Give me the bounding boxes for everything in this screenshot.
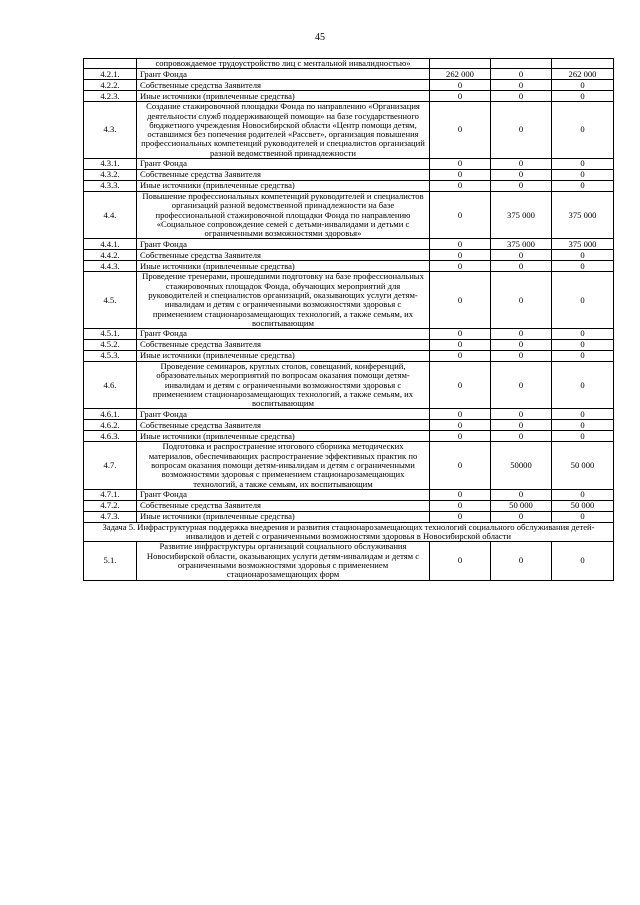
row-value-1: 0 bbox=[430, 80, 491, 91]
table-row bbox=[84, 511, 614, 522]
table-row bbox=[84, 489, 614, 500]
row-number: 4.4.1. bbox=[84, 239, 137, 250]
row-name: Иные источники (привлеченные средства) bbox=[137, 180, 430, 191]
row-number: 4.5. bbox=[84, 272, 137, 329]
budget-table bbox=[83, 58, 614, 581]
row-value-2: 0 bbox=[491, 180, 552, 191]
row-value-2: 0 bbox=[491, 91, 552, 102]
row-value-1: 0 bbox=[430, 420, 491, 431]
row-number: 4.3.1. bbox=[84, 158, 137, 169]
table-row bbox=[84, 431, 614, 442]
row-value-1: 0 bbox=[430, 169, 491, 180]
row-value-3: 0 bbox=[552, 261, 614, 272]
budget-table-body bbox=[84, 59, 614, 581]
row-name: Собственные средства Заявителя bbox=[137, 340, 430, 351]
row-value-1: 0 bbox=[430, 340, 491, 351]
row-name: Проведение семинаров, круглых столов, совещаний, конференций, образовательных мероприятий по вопросам оказания помощи детям-инвалидам и детям с ограниченными возможностями здоровья с применением стационарозамещающих технологий, а также семьям, их воспитывающим bbox=[137, 362, 430, 409]
row-name: Грант Фонда bbox=[137, 158, 430, 169]
row-name: Иные источники (привлеченные средства) bbox=[137, 431, 430, 442]
row-value-3: 0 bbox=[552, 489, 614, 500]
table-row bbox=[84, 191, 614, 238]
row-name: Грант Фонда bbox=[137, 69, 430, 80]
table-row bbox=[84, 542, 614, 580]
table-row bbox=[84, 91, 614, 102]
table-row bbox=[84, 250, 614, 261]
row-value-2: 0 bbox=[491, 351, 552, 362]
row-number bbox=[84, 59, 137, 69]
row-name: Подготовка и распространение итогового сборника методических материалов, обеспечивающих распространение эффективных практик по вопросам оказания помощи детям-инвалидам и детям с ограниченными возможностями здоровья с применением стационарозамещающих технологий, а также семьям, их воспитывающим bbox=[137, 442, 430, 489]
row-number: 4.4. bbox=[84, 191, 137, 238]
row-value-2: 0 bbox=[491, 431, 552, 442]
row-name: Повышение профессиональных компетенций руководителей и специалистов организаций разной ведомственной принадлежности на базе профессиональной стажировочной площадки Фонда по направлению «Социальное сопровождение семей с детьми-инвалидами и детьми с ограниченными возможностями здоровья» bbox=[137, 191, 430, 238]
table-row bbox=[84, 442, 614, 489]
row-value-1: 0 bbox=[430, 261, 491, 272]
row-value-2: 0 bbox=[491, 329, 552, 340]
row-value-1: 0 bbox=[430, 351, 491, 362]
row-number: 4.4.3. bbox=[84, 261, 137, 272]
row-value-2: 0 bbox=[491, 542, 552, 580]
task-heading: Задача 5. Инфраструктурная поддержка внедрения и развития стационарозамещающих технологий социального обслуживания детей-инвалидов и детей с ограниченными возможностями здоровья в Новосибирской области bbox=[84, 522, 614, 542]
row-value-3: 0 bbox=[552, 272, 614, 329]
row-value-2: 0 bbox=[491, 69, 552, 80]
row-value-1: 0 bbox=[430, 442, 491, 489]
table-row bbox=[84, 351, 614, 362]
row-value-2: 375 000 bbox=[491, 239, 552, 250]
row-value-1: 0 bbox=[430, 158, 491, 169]
row-value-2: 0 bbox=[491, 511, 552, 522]
row-value-3: 0 bbox=[552, 362, 614, 409]
row-value-2: 0 bbox=[491, 102, 552, 159]
row-number: 4.6.2. bbox=[84, 420, 137, 431]
row-value-3: 0 bbox=[552, 329, 614, 340]
row-value-1 bbox=[430, 59, 491, 69]
row-name: Собственные средства Заявителя bbox=[137, 420, 430, 431]
table-row bbox=[84, 180, 614, 191]
row-number: 4.5.3. bbox=[84, 351, 137, 362]
row-value-1: 0 bbox=[430, 102, 491, 159]
table-row bbox=[84, 420, 614, 431]
row-value-2: 0 bbox=[491, 250, 552, 261]
row-name: Грант Фонда bbox=[137, 329, 430, 340]
row-value-3 bbox=[552, 59, 614, 69]
table-row bbox=[84, 409, 614, 420]
row-name: Грант Фонда bbox=[137, 409, 430, 420]
row-value-1: 0 bbox=[430, 362, 491, 409]
row-value-1: 0 bbox=[430, 272, 491, 329]
row-number: 4.4.2. bbox=[84, 250, 137, 261]
row-value-2: 0 bbox=[491, 158, 552, 169]
row-number: 4.6. bbox=[84, 362, 137, 409]
row-value-3: 375 000 bbox=[552, 239, 614, 250]
row-value-1: 0 bbox=[430, 500, 491, 511]
table-row bbox=[84, 59, 614, 69]
row-value-2 bbox=[491, 59, 552, 69]
table-row bbox=[84, 500, 614, 511]
row-value-1: 0 bbox=[430, 431, 491, 442]
row-value-2: 0 bbox=[491, 409, 552, 420]
table-row bbox=[84, 272, 614, 329]
row-value-3: 0 bbox=[552, 180, 614, 191]
row-value-2: 50 000 bbox=[491, 500, 552, 511]
row-value-2: 375 000 bbox=[491, 191, 552, 238]
row-value-2: 0 bbox=[491, 420, 552, 431]
row-number: 4.5.1. bbox=[84, 329, 137, 340]
row-number: 4.6.3. bbox=[84, 431, 137, 442]
row-name: Собственные средства Заявителя bbox=[137, 169, 430, 180]
row-value-3: 0 bbox=[552, 511, 614, 522]
row-value-3: 0 bbox=[552, 158, 614, 169]
row-value-1: 0 bbox=[430, 329, 491, 340]
row-value-1: 0 bbox=[430, 542, 491, 580]
table-row bbox=[84, 340, 614, 351]
row-number: 4.3. bbox=[84, 102, 137, 159]
row-value-3: 0 bbox=[552, 431, 614, 442]
row-value-3: 0 bbox=[552, 169, 614, 180]
page-number: 45 bbox=[315, 32, 325, 43]
table-row bbox=[84, 158, 614, 169]
row-value-2: 0 bbox=[491, 340, 552, 351]
row-name: Собственные средства Заявителя bbox=[137, 80, 430, 91]
row-number: 4.7.1. bbox=[84, 489, 137, 500]
row-number: 4.5.2. bbox=[84, 340, 137, 351]
row-value-3: 0 bbox=[552, 351, 614, 362]
row-value-3: 0 bbox=[552, 91, 614, 102]
row-name: Грант Фонда bbox=[137, 489, 430, 500]
row-number: 4.7. bbox=[84, 442, 137, 489]
row-value-3: 262 000 bbox=[552, 69, 614, 80]
row-value-1: 0 bbox=[430, 511, 491, 522]
row-value-3: 0 bbox=[552, 409, 614, 420]
row-value-1: 262 000 bbox=[430, 69, 491, 80]
row-value-2: 0 bbox=[491, 489, 552, 500]
row-value-3: 0 bbox=[552, 80, 614, 91]
row-name: Собственные средства Заявителя bbox=[137, 500, 430, 511]
row-name: Иные источники (привлеченные средства) bbox=[137, 261, 430, 272]
row-value-2: 0 bbox=[491, 362, 552, 409]
row-number: 4.2.3. bbox=[84, 91, 137, 102]
row-number: 4.2.2. bbox=[84, 80, 137, 91]
row-value-3: 375 000 bbox=[552, 191, 614, 238]
row-value-2: 0 bbox=[491, 261, 552, 272]
row-value-3: 0 bbox=[552, 542, 614, 580]
row-value-3: 0 bbox=[552, 250, 614, 261]
row-value-2: 50000 bbox=[491, 442, 552, 489]
table-row bbox=[84, 239, 614, 250]
row-value-3: 0 bbox=[552, 340, 614, 351]
table-row bbox=[84, 69, 614, 80]
row-number: 4.7.3. bbox=[84, 511, 137, 522]
row-name: Проведение тренерами, прошедшими подготовку на базе профессиональных стажировочных площадок Фонда, обучающих мероприятий для руководителей и специалистов организаций, оказывающих услуги детям-инвалидам и детям с ограниченными возможностями здоровья с применением стационарозамещающих технологий, а также семьям, их воспитывающим bbox=[137, 272, 430, 329]
row-name: Развитие инфраструктуры организаций социального обслуживания Новосибирской области, оказывающих услуги детям-инвалидам и детям с ограниченными возможностями здоровья с применением стационарозамещающих форм bbox=[137, 542, 430, 580]
table-row bbox=[84, 362, 614, 409]
row-value-1: 0 bbox=[430, 239, 491, 250]
row-value-3: 0 bbox=[552, 102, 614, 159]
row-value-1: 0 bbox=[430, 489, 491, 500]
row-value-1: 0 bbox=[430, 409, 491, 420]
table-row bbox=[84, 169, 614, 180]
row-value-3: 50 000 bbox=[552, 442, 614, 489]
table-row bbox=[84, 102, 614, 159]
row-name: Иные источники (привлеченные средства) bbox=[137, 91, 430, 102]
row-name: Иные источники (привлеченные средства) bbox=[137, 511, 430, 522]
row-value-1: 0 bbox=[430, 91, 491, 102]
row-number: 5.1. bbox=[84, 542, 137, 580]
table-row bbox=[84, 80, 614, 91]
table-row bbox=[84, 329, 614, 340]
row-value-2: 0 bbox=[491, 272, 552, 329]
row-number: 4.3.2. bbox=[84, 169, 137, 180]
row-number: 4.2.1. bbox=[84, 69, 137, 80]
row-name: Создание стажировочной площадки Фонда по направлению «Организация деятельности служб поддерживающей помощи» на базе государственного бюджетного учреждения Новосибирской области «Центр помощи детям, оставшимся без попечения родителей «Рассвет», организация повышения профессиональных компетенций руководителей и специалистов организаций разной ведомственной принадлежности bbox=[137, 102, 430, 159]
table-row bbox=[84, 261, 614, 272]
row-name: Грант Фонда bbox=[137, 239, 430, 250]
row-number: 4.7.2. bbox=[84, 500, 137, 511]
row-number: 4.6.1. bbox=[84, 409, 137, 420]
row-number: 4.3.3. bbox=[84, 180, 137, 191]
row-value-1: 0 bbox=[430, 191, 491, 238]
row-name: Собственные средства Заявителя bbox=[137, 250, 430, 261]
row-value-1: 0 bbox=[430, 180, 491, 191]
row-value-2: 0 bbox=[491, 169, 552, 180]
row-value-3: 0 bbox=[552, 420, 614, 431]
row-name: Иные источники (привлеченные средства) bbox=[137, 351, 430, 362]
task-row bbox=[84, 522, 614, 542]
row-name: сопровождаемое трудоустройство лиц с ментальной инвалидностью» bbox=[137, 59, 430, 69]
row-value-2: 0 bbox=[491, 80, 552, 91]
row-value-1: 0 bbox=[430, 250, 491, 261]
row-value-3: 50 000 bbox=[552, 500, 614, 511]
